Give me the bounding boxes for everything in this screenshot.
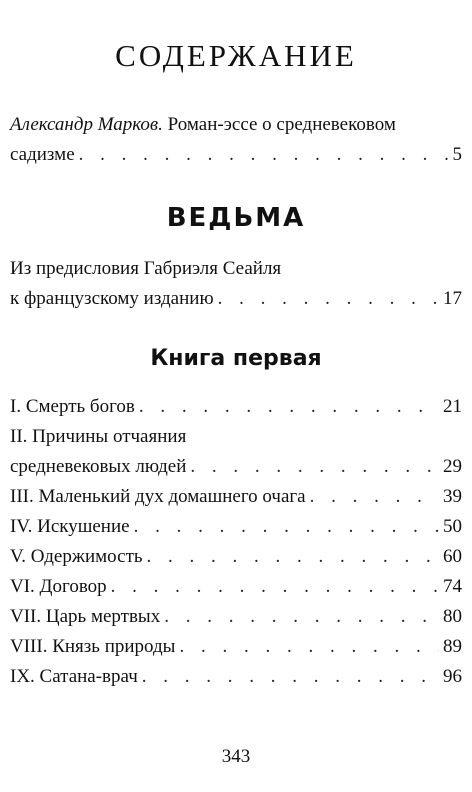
chapter-list [10,394,462,694]
chapter-title: II. Причины отчаяния [10,426,187,447]
page-ref: 96 [443,666,462,687]
page-ref: 39 [443,486,462,507]
chapter-title: VIII. Князь природы [10,636,176,657]
leader-dots [111,574,439,599]
toc-line [10,574,462,604]
toc-line [10,664,462,694]
entry-title-part: садизме [10,144,75,165]
page-ref: 5 [452,144,462,165]
toc-entry-intro [10,112,462,172]
book-heading: Книга первая [150,346,322,371]
page-ref: 80 [443,606,462,627]
leader-dots [79,142,449,167]
part-heading: ВЕДЬМА [166,203,306,233]
toc-line [10,142,462,172]
leader-dots [147,544,439,569]
page-ref: 21 [443,396,462,417]
page-ref: 29 [443,456,462,477]
toc-line [10,544,462,574]
entry-title-part: к французскому изданию [10,288,214,309]
toc-line [10,424,462,454]
leader-dots [164,604,439,629]
leader-dots [139,394,439,419]
chapter-title: I. Смерть богов [10,396,135,417]
leader-dots [134,514,439,539]
entry-title-part: Роман-эссе о средневековом [162,114,396,135]
leader-dots [310,484,439,509]
entry-title-part: Из предисловия Габриэля Сеайля [10,258,282,279]
toc-line [10,112,462,142]
toc-entry-preface [10,256,462,316]
page-ref: 89 [443,636,462,657]
chapter-title: VI. Договор [10,576,107,597]
page-ref: 50 [443,516,462,537]
chapter-title: IX. Сатана-врач [10,666,138,687]
chapter-title: IV. Искушение [10,516,130,537]
toc-line [10,286,462,316]
toc-line [10,634,462,664]
toc-line [10,454,462,484]
page-ref: 60 [443,546,462,567]
leader-dots [190,454,439,479]
page-ref: 17 [443,288,462,309]
chapter-title: V. Одержимость [10,546,143,567]
author-name: Александр Марков. [10,114,163,135]
chapter-title: VII. Царь мертвых [10,606,161,627]
toc-line [10,514,462,544]
page-ref: 74 [443,576,462,597]
page-title: СОДЕРЖАНИЕ [115,38,357,73]
toc-line [10,604,462,634]
leader-dots [142,664,439,689]
chapter-title: III. Маленький дух домашнего очага [10,486,306,507]
leader-dots [218,286,439,311]
toc-line [10,394,462,424]
leader-dots [179,634,439,659]
toc-line [10,484,462,514]
toc-line [10,256,462,286]
chapter-title-cont: средневековых людей [10,456,187,477]
page-number: 343 [221,746,251,767]
